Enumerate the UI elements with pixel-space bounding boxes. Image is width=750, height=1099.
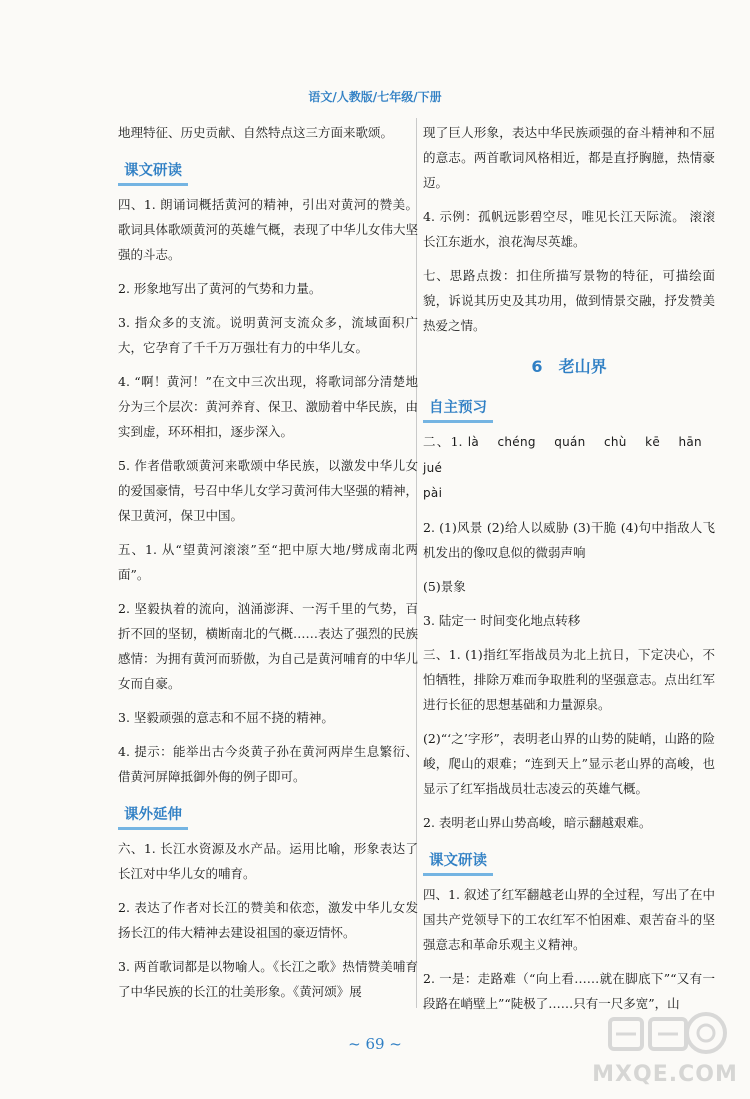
pinyin-item: hān (678, 435, 702, 449)
pinyin-item: quán (554, 435, 586, 449)
pinyin-item: kē (645, 435, 661, 449)
paragraph: 六、1. 长江水资源及水产品。运用比喻，形象表达了长江对中华儿女的哺育。 (118, 841, 418, 881)
section-title-extension: 课外延伸 (118, 802, 188, 830)
paragraph: 2. 表达了作者对长江的赞美和依恋，激发中华儿女发扬长江的伟大精神去建设祖国的豪迈情怀。 (118, 900, 418, 940)
paragraph: 3. 两首歌词都是以物喻人。《长江之歌》热情赞美哺育了中华民族的长江的壮美形象。《黄河颂》展 (118, 959, 418, 999)
paragraph: 3. 指众多的支流。说明黄河支流众多，流域面积广大，它孕育了千千万万强壮有力的中华儿女。 (118, 315, 418, 355)
paragraph: (5)景象 (423, 579, 466, 594)
pinyin-line (423, 429, 715, 481)
paragraph: 2. 形象地写出了黄河的气势和力量。 (118, 281, 322, 296)
pinyin-item: chéng (497, 435, 536, 449)
paragraph: 2. 一是：走路难（“向上看……就在脚底下”“又有一段路在峭壁上”“陡极了……只有一尺多宽”，山 (423, 971, 715, 1011)
pinyin-item: chù (604, 435, 627, 449)
right-column (423, 120, 715, 1016)
paragraph: 2. (1)风景 (2)给人以威胁 (3)干脆 (4)句中指敌人飞机发出的像叹息似的微弱声响 (423, 520, 715, 560)
pinyin-list (423, 435, 715, 475)
left-column (118, 120, 418, 1004)
paragraph: 3. 陆定一 时间变化地点转移 (423, 613, 581, 628)
paragraph: (2)“‘之’字形”，表明老山界的山势的陡峭，山路的险峻，爬山的艰难；“连到天上”显示老山界的高峻，也显示了红军指战员壮志凌云的英雄气概。 (423, 731, 715, 796)
pinyin-prefix: 二、1. (423, 434, 463, 449)
pinyin-item: là (467, 435, 480, 449)
paragraph: 2. 坚毅执着的流向，汹涌澎湃、一泻千里的气势，百折不回的坚韧，横断南北的气概……表达了强烈的民族感情：为拥有黄河而骄傲，为自己是黄河哺育的中华儿女而自豪。 (118, 601, 419, 691)
running-header: 语文/人教版/七年级/下册 (308, 90, 442, 104)
section-title-preview: 自主预习 (423, 395, 493, 423)
paragraph: 4. 示例：孤帆远影碧空尽，唯见长江天际流。 滚滚长江东逝水，浪花淘尽英雄。 (423, 209, 715, 249)
pinyin-last: pài (423, 486, 443, 500)
paragraph: 现了巨人形象，表达中华民族顽强的奋斗精神和不屈的意志。两首歌词风格相近，都是直抒胸臆，热情豪迈。 (423, 125, 715, 190)
paragraph: 四、1. 叙述了红军翻越老山界的全过程，写出了在中国共产党领导下的工农红军不怕困难、艰苦奋斗的坚强意志和革命乐观主义精神。 (423, 887, 715, 952)
watermark-text: MXQE.COM (592, 1062, 738, 1087)
watermark (590, 1007, 740, 1091)
lesson-heading (423, 354, 715, 377)
paragraph: 4. “啊！黄河！”在文中三次出现，将歌词部分清楚地分为三个层次：黄河养育、保卫、激励着中华民族，由实到虚，环环相扣，逐步深入。 (118, 374, 419, 439)
lesson-title: 老山界 (558, 357, 607, 376)
lesson-number: 6 (531, 357, 543, 376)
paragraph: 3. 坚毅顽强的意志和不屈不挠的精神。 (118, 710, 334, 725)
watermark-logo-icon (602, 1009, 728, 1057)
page-number: ~ 69 ~ (348, 1035, 402, 1053)
paragraph: 2. 表明老山界山势高峻，暗示翻越艰难。 (423, 815, 652, 830)
paragraph: 地理特征、历史贡献、自然特点这三方面来歌颂。 (118, 125, 394, 140)
paragraph: 五、1. 从“望黄河滚滚”至“把中原大地/劈成南北两面”。 (118, 542, 418, 582)
paragraph: 四、1. 朗诵词概括黄河的精神，引出对黄河的赞美。歌词具体歌颂黄河的英雄气概，表现了中华儿女伟大坚强的斗志。 (118, 197, 419, 262)
section-title-reading: 课文研读 (118, 158, 188, 186)
paragraph: 5. 作者借歌颂黄河来歌颂中华民族，以激发中华儿女的爱国豪情，号召中华儿女学习黄河伟大坚强的精神，保卫黄河，保卫中国。 (118, 458, 419, 523)
paragraph: 4. 提示：能举出古今炎黄子孙在黄河两岸生息繁衍、借黄河屏障抵御外侮的例子即可。 (118, 744, 418, 784)
pinyin-item: jué (423, 461, 443, 475)
paragraph: 七、思路点拨：扣住所描写景物的特征，可描绘面貌，诉说其历史及其功用，做到情景交融，抒发赞美热爱之情。 (423, 268, 715, 333)
section-title-reading: 课文研读 (423, 848, 493, 876)
paragraph: 三、1. (1)指红军指战员为北上抗日，下定决心，不怕牺牲，排除万难而争取胜利的坚强意志。点出红军进行长征的思想基础和力量源泉。 (423, 647, 715, 712)
